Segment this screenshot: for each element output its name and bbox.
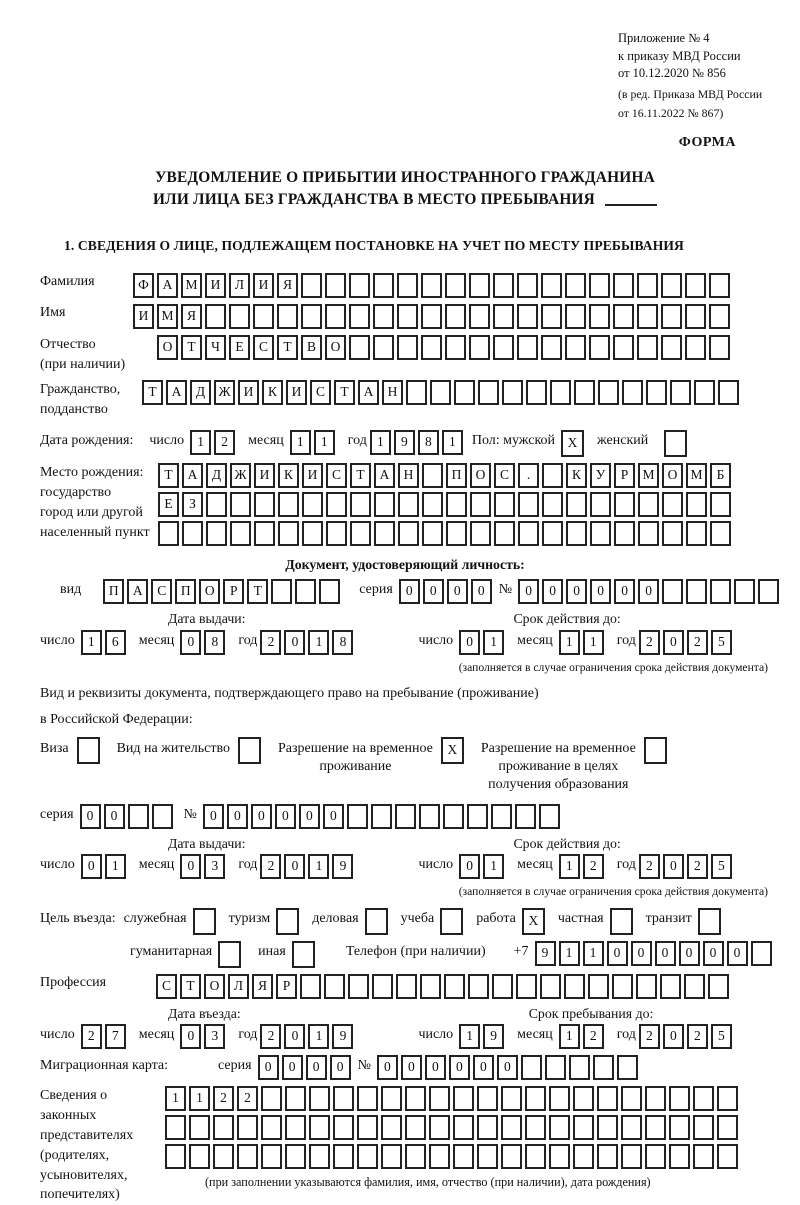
- migration-card-row: [40, 1055, 770, 1080]
- stay-until-day[interactable]: 1 9: [459, 1024, 507, 1049]
- legal-reps-field: [40, 1086, 770, 1205]
- visa-label: Виза: [40, 740, 69, 756]
- visa-checkbox[interactable]: [77, 737, 103, 764]
- birth-date-row: [40, 430, 770, 457]
- sex-female-checkbox[interactable]: [664, 430, 690, 457]
- stay-doc-series-label: серия: [40, 807, 74, 823]
- identity-doc-series-label: серия: [359, 582, 393, 598]
- purpose-label: Цель въезда:: [40, 910, 116, 926]
- purpose-work-checkbox[interactable]: X: [522, 908, 548, 935]
- identity-doc-kind-label: вид: [60, 582, 82, 598]
- residence-permit-label: Вид на жительство: [116, 740, 230, 756]
- entry-date-labels: [40, 1005, 770, 1022]
- form-title-line-1: УВЕДОМЛЕНИЕ О ПРИБЫТИИ ИНОСТРАННОГО ГРАЖДАНИНА: [155, 169, 655, 187]
- month-label: месяц: [517, 1027, 553, 1043]
- purpose-other-label: иная: [258, 943, 286, 959]
- day-label: число: [418, 857, 454, 873]
- identity-issue-label: Дата выдачи:: [168, 611, 246, 627]
- purpose-study-checkbox[interactable]: [440, 908, 466, 935]
- stay-doc-number-label: №: [183, 807, 197, 823]
- identity-issue-day[interactable]: 1 6: [81, 630, 129, 655]
- legal-reps-rows: [165, 1086, 741, 1190]
- stay-doc-intro-2: в Российской Федерации:: [40, 711, 193, 727]
- restriction-note: (заполняется в случае ограничения срока действия документа): [458, 885, 768, 899]
- stay-doc-issue-year[interactable]: 2 0 1 9: [260, 854, 356, 879]
- purpose-transit-checkbox[interactable]: [698, 908, 724, 935]
- legal-reps-label: Сведения о законных представителях (родителях, усыновителях, попечителях): [40, 1088, 134, 1203]
- birth-place-rows: [158, 463, 734, 550]
- stay-doc-valid-month[interactable]: 1 2: [559, 854, 607, 879]
- purpose-business-checkbox[interactable]: [365, 908, 391, 935]
- stay-until-year[interactable]: 2 0 2 5: [639, 1024, 735, 1049]
- residence-permit-checkbox[interactable]: [238, 737, 264, 764]
- purpose-tourism-checkbox[interactable]: [276, 908, 302, 935]
- phone-prefix: +7: [513, 943, 529, 959]
- identity-doc-kind-row: [40, 579, 770, 604]
- form-title: [40, 167, 770, 212]
- month-label: месяц: [138, 632, 175, 648]
- day-label: число: [418, 632, 454, 648]
- profession-input[interactable]: С Т О Л Я Р: [156, 974, 732, 999]
- given-name-field: [40, 304, 770, 329]
- purpose-other-checkbox[interactable]: [292, 941, 318, 968]
- birth-place-row-2[interactable]: Е З: [158, 492, 734, 517]
- visa-group: [40, 737, 103, 764]
- temp-residence-edu-checkbox[interactable]: [644, 737, 670, 764]
- day-label: число: [40, 632, 75, 648]
- entry-month[interactable]: 0 3: [180, 1024, 228, 1049]
- stay-doc-series-row: [40, 804, 770, 829]
- entry-year[interactable]: 2 0 1 9: [260, 1024, 356, 1049]
- stay-doc-issue-month[interactable]: 0 3: [180, 854, 228, 879]
- identity-doc-series-input[interactable]: 0 0 0 0: [399, 579, 495, 604]
- citizenship-label: Гражданство, подданство: [40, 382, 121, 418]
- month-label: месяц: [138, 1027, 175, 1043]
- section-1-heading: 1. СВЕДЕНИЯ О ЛИЦЕ, ПОДЛЕЖАЩЕМ ПОСТАНОВКЕ НА УЧЕТ ПО МЕСТУ ПРЕБЫВАНИЯ: [64, 237, 684, 253]
- month-label: месяц: [517, 632, 553, 648]
- birth-day-input[interactable]: 1 2: [190, 430, 238, 455]
- purpose-work-label: работа: [476, 910, 516, 926]
- given-name-label: Имя: [40, 304, 66, 320]
- identity-valid-label: Срок действия до:: [513, 611, 621, 627]
- birth-place-field: [40, 463, 770, 550]
- stay-doc-intro-1: Вид и реквизиты документа, подтверждающего право на пребывание (проживание): [40, 686, 539, 702]
- purpose-private-label: частная: [557, 910, 604, 926]
- purpose-tourism-label: туризм: [228, 910, 271, 926]
- identity-doc-date-labels: [40, 610, 770, 627]
- temp-residence-checkbox[interactable]: X: [441, 737, 467, 764]
- residence-permit-group: [117, 737, 264, 764]
- entry-dates-row: [40, 1024, 770, 1049]
- purpose-private-checkbox[interactable]: [610, 908, 636, 935]
- day-label: число: [418, 1027, 454, 1043]
- profession-field: [40, 974, 770, 999]
- stay-until-month[interactable]: 1 2: [559, 1024, 607, 1049]
- birth-date-label: Дата рождения:: [40, 433, 134, 449]
- forma-label: ФОРМА: [678, 134, 736, 150]
- year-label: год: [238, 857, 258, 873]
- birth-month-input[interactable]: 1 1: [290, 430, 338, 455]
- entry-day[interactable]: 2 7: [81, 1024, 129, 1049]
- identity-issue-year[interactable]: 2 0 1 8: [260, 630, 356, 655]
- stay-doc-issue-label: Дата выдачи:: [168, 836, 246, 852]
- stay-doc-valid-year[interactable]: 2 0 2 5: [639, 854, 735, 879]
- identity-doc-dates-row: [40, 630, 770, 655]
- surname-field: [40, 273, 770, 298]
- phone-label: Телефон (при наличии): [345, 943, 486, 959]
- order-reference-block: [618, 30, 770, 122]
- year-label: год: [616, 632, 636, 648]
- migration-card-number-input[interactable]: 0 0 0 0 0 0: [377, 1055, 641, 1080]
- stay-doc-type-row: [40, 737, 770, 795]
- title-blank-underline: [605, 204, 657, 206]
- stay-doc-dates-row: [40, 854, 770, 879]
- day-label: число: [40, 1027, 75, 1043]
- patronymic-input[interactable]: О Т Ч Е С Т В О: [157, 335, 733, 360]
- migration-card-series-input[interactable]: 0 0 0 0: [258, 1055, 354, 1080]
- entry-date-label: Дата въезда:: [168, 1005, 241, 1021]
- migration-card-series-label: серия: [218, 1058, 252, 1074]
- annex-number: Приложение № 4: [618, 31, 710, 45]
- sex-female-label: женский: [597, 433, 649, 449]
- legal-reps-caption: (при заполнении указываются фамилия, имя, отчество (при наличии), дата рождения): [205, 1175, 651, 1190]
- year-label: год: [616, 857, 636, 873]
- birth-place-row-1[interactable]: Т А Д Ж И К И С Т А Н П О С . К У Р М О М Б: [158, 463, 734, 488]
- birth-place-label: Место рождения: государство город или другой населенный пункт: [40, 465, 150, 540]
- month-label: месяц: [517, 857, 553, 873]
- birth-year-label: год: [347, 433, 367, 449]
- citizenship-input[interactable]: Т А Д Ж И К И С Т А Н: [142, 380, 742, 405]
- restriction-note: (заполняется в случае ограничения срока действия документа): [458, 660, 768, 674]
- identity-doc-kind-input[interactable]: П А С П О Р Т: [103, 579, 343, 604]
- year-label: год: [238, 1027, 258, 1043]
- identity-valid-year[interactable]: 2 0 2 5: [639, 630, 735, 655]
- patronymic-field: [40, 335, 770, 375]
- migration-card-label: Миграционная карта:: [40, 1058, 169, 1074]
- phone-input[interactable]: 9 1 1 0 0 0 0 0 0: [535, 941, 775, 966]
- surname-label: Фамилия: [40, 273, 95, 289]
- identity-doc-number-label: №: [498, 582, 513, 598]
- purpose-row: [40, 908, 770, 935]
- revision-line-1: (в ред. Приказа МВД России: [618, 86, 763, 101]
- identity-valid-day[interactable]: 0 1: [459, 630, 507, 655]
- surname-input[interactable]: Ф А М И Л И Я: [133, 273, 733, 298]
- identity-valid-month[interactable]: 1 1: [559, 630, 607, 655]
- temp-residence-edu-label: Разрешение на временное проживание в целях получения образования: [480, 740, 636, 792]
- year-label: год: [238, 632, 258, 648]
- revision-line-2: от 16.11.2022 № 867): [618, 106, 724, 121]
- temp-residence-edu-group: [481, 737, 670, 795]
- month-label: месяц: [138, 857, 175, 873]
- identity-issue-month[interactable]: 0 8: [180, 630, 228, 655]
- legal-reps-row-3[interactable]: [165, 1144, 741, 1169]
- temp-residence-label: Разрешение на временное проживание: [277, 740, 433, 774]
- year-label: год: [616, 1027, 636, 1043]
- stay-doc-number-input[interactable]: 0 0 0 0 0 0: [203, 804, 563, 829]
- stay-doc-series-input[interactable]: 0 0: [80, 804, 176, 829]
- sex-male-checkbox[interactable]: X: [561, 430, 587, 457]
- purpose-row-2: [40, 941, 770, 968]
- identity-doc-heading: Документ, удостоверяющий личность:: [285, 557, 525, 573]
- stay-until-label: Срок пребывания до:: [528, 1005, 654, 1021]
- temp-residence-group: [278, 737, 467, 776]
- stay-doc-date-labels: [40, 835, 770, 852]
- purpose-humanitarian-checkbox[interactable]: [218, 941, 244, 968]
- patronymic-label: Отчество (при наличии): [40, 336, 126, 372]
- birth-place-row-3[interactable]: [158, 521, 734, 546]
- given-name-input[interactable]: И М Я: [133, 304, 733, 329]
- order-line: к приказу МВД России: [618, 48, 741, 63]
- purpose-transit-label: транзит: [645, 910, 692, 926]
- profession-label: Профессия: [40, 974, 107, 990]
- sex-male-label: Пол: мужской: [471, 433, 556, 449]
- citizenship-field: [40, 380, 770, 420]
- birth-year-input[interactable]: 1 9 8 1: [370, 430, 466, 455]
- birth-day-label: число: [149, 433, 185, 449]
- purpose-humanitarian-label: гуманитарная: [130, 943, 213, 959]
- migration-card-number-label: №: [357, 1058, 371, 1074]
- legal-reps-row-1[interactable]: 1 1 2 2: [165, 1086, 741, 1111]
- form-title-line-2: ИЛИ ЛИЦА БЕЗ ГРАЖДАНСТВА В МЕСТО ПРЕБЫВАНИЯ: [40, 189, 770, 211]
- stay-doc-issue-day[interactable]: 0 1: [81, 854, 129, 879]
- birth-month-label: месяц: [248, 433, 284, 449]
- stay-doc-valid-day[interactable]: 0 1: [459, 854, 507, 879]
- day-label: число: [40, 857, 75, 873]
- purpose-study-label: учеба: [400, 910, 435, 926]
- legal-reps-row-2[interactable]: [165, 1115, 741, 1140]
- purpose-official-label: служебная: [123, 910, 187, 926]
- identity-doc-number-input[interactable]: 0 0 0 0 0 0: [518, 579, 782, 604]
- purpose-business-label: деловая: [312, 910, 359, 926]
- purpose-official-checkbox[interactable]: [193, 908, 219, 935]
- order-date: от 10.12.2020 № 856: [618, 66, 726, 80]
- stay-doc-valid-label: Срок действия до:: [513, 836, 621, 852]
